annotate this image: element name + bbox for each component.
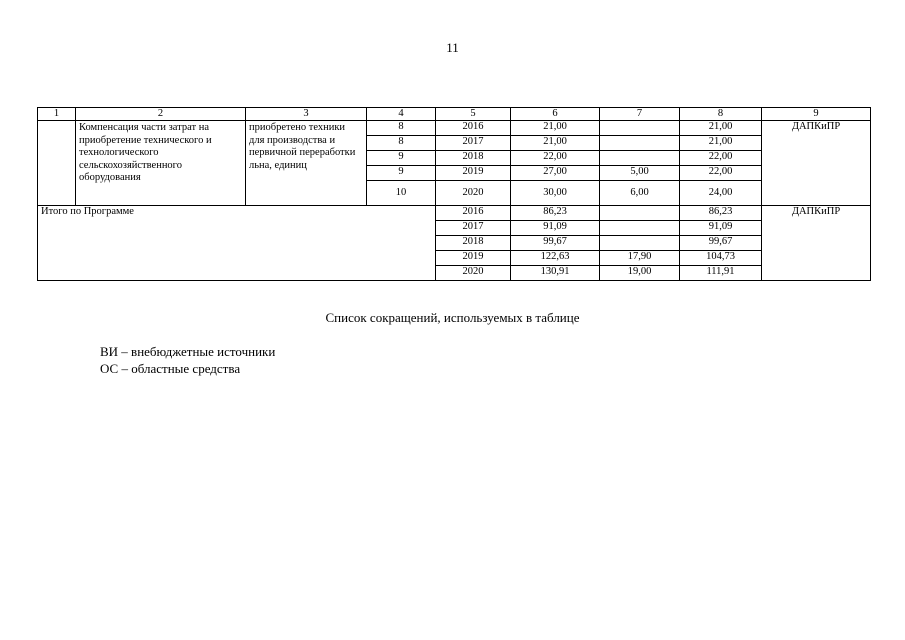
year-cell: 2020 — [436, 181, 511, 206]
year-cell: 2016 — [436, 206, 511, 221]
total-funds-cell: 122,63 — [511, 251, 600, 266]
year-cell: 2017 — [436, 136, 511, 151]
source-cell: ДАПКиПР — [762, 121, 871, 206]
funds-cell-col7 — [600, 236, 680, 251]
funds-cell-col8: 91,09 — [680, 221, 762, 236]
funds-cell-col8: 111,91 — [680, 266, 762, 281]
year-cell: 2018 — [436, 151, 511, 166]
indicator-value-cell: 10 — [367, 181, 436, 206]
total-funds-cell: 130,91 — [511, 266, 600, 281]
column-header: 3 — [246, 108, 367, 121]
program-table — [37, 107, 871, 281]
table-header-row — [38, 108, 871, 121]
funds-cell-col8: 21,00 — [680, 136, 762, 151]
total-funds-cell: 21,00 — [511, 121, 600, 136]
funds-cell-col7 — [600, 221, 680, 236]
indicator-value-cell: 9 — [367, 166, 436, 181]
funds-cell-col8: 22,00 — [680, 151, 762, 166]
year-cell: 2019 — [436, 251, 511, 266]
column-header: 9 — [762, 108, 871, 121]
funds-cell-col7: 5,00 — [600, 166, 680, 181]
column-header: 1 — [38, 108, 76, 121]
year-cell: 2018 — [436, 236, 511, 251]
funds-cell-col8: 86,23 — [680, 206, 762, 221]
funds-cell-col7: 17,90 — [600, 251, 680, 266]
year-cell: 2017 — [436, 221, 511, 236]
column-header: 2 — [76, 108, 246, 121]
column-header: 4 — [367, 108, 436, 121]
indicator-value-cell: 8 — [367, 121, 436, 136]
funds-cell-col8: 104,73 — [680, 251, 762, 266]
total-label-cell: Итого по Программе — [38, 206, 436, 281]
total-funds-cell: 86,23 — [511, 206, 600, 221]
abbreviation-item: ВИ – внебюджетные источники — [100, 344, 276, 359]
total-funds-cell: 27,00 — [511, 166, 600, 181]
funds-cell-col8: 22,00 — [680, 166, 762, 181]
source-cell: ДАПКиПР — [762, 206, 871, 281]
year-cell: 2020 — [436, 266, 511, 281]
total-funds-cell: 99,67 — [511, 236, 600, 251]
column-header: 5 — [436, 108, 511, 121]
abbreviations-title: Список сокращений, используемых в таблице — [325, 310, 580, 325]
total-funds-cell: 21,00 — [511, 136, 600, 151]
table-row — [38, 121, 871, 136]
page-number: 11 — [446, 40, 459, 55]
column-header: 8 — [680, 108, 762, 121]
total-funds-cell: 22,00 — [511, 151, 600, 166]
indicator-value-cell: 9 — [367, 151, 436, 166]
measure-name-cell: Компенсация части затрат на приобретение технического и технологического сельскохозяйственного оборудования — [76, 121, 246, 206]
total-funds-cell: 91,09 — [511, 221, 600, 236]
funds-cell-col8: 21,00 — [680, 121, 762, 136]
year-cell: 2019 — [436, 166, 511, 181]
total-funds-cell: 30,00 — [511, 181, 600, 206]
abbreviation-item: ОС – областные средства — [100, 361, 241, 376]
funds-cell-col7 — [600, 136, 680, 151]
funds-cell-col7 — [600, 151, 680, 166]
empty-cell — [38, 121, 76, 206]
funds-cell-col8: 99,67 — [680, 236, 762, 251]
funds-cell-col8: 24,00 — [680, 181, 762, 206]
funds-cell-col7: 19,00 — [600, 266, 680, 281]
funds-cell-col7: 6,00 — [600, 181, 680, 206]
funds-cell-col7 — [600, 121, 680, 136]
funds-cell-col7 — [600, 206, 680, 221]
column-header: 6 — [511, 108, 600, 121]
measure-indicator-cell: приобретено техники для производства и первичной переработки льна, единиц — [246, 121, 367, 206]
indicator-value-cell: 8 — [367, 136, 436, 151]
total-row — [38, 206, 871, 221]
year-cell: 2016 — [436, 121, 511, 136]
column-header: 7 — [600, 108, 680, 121]
